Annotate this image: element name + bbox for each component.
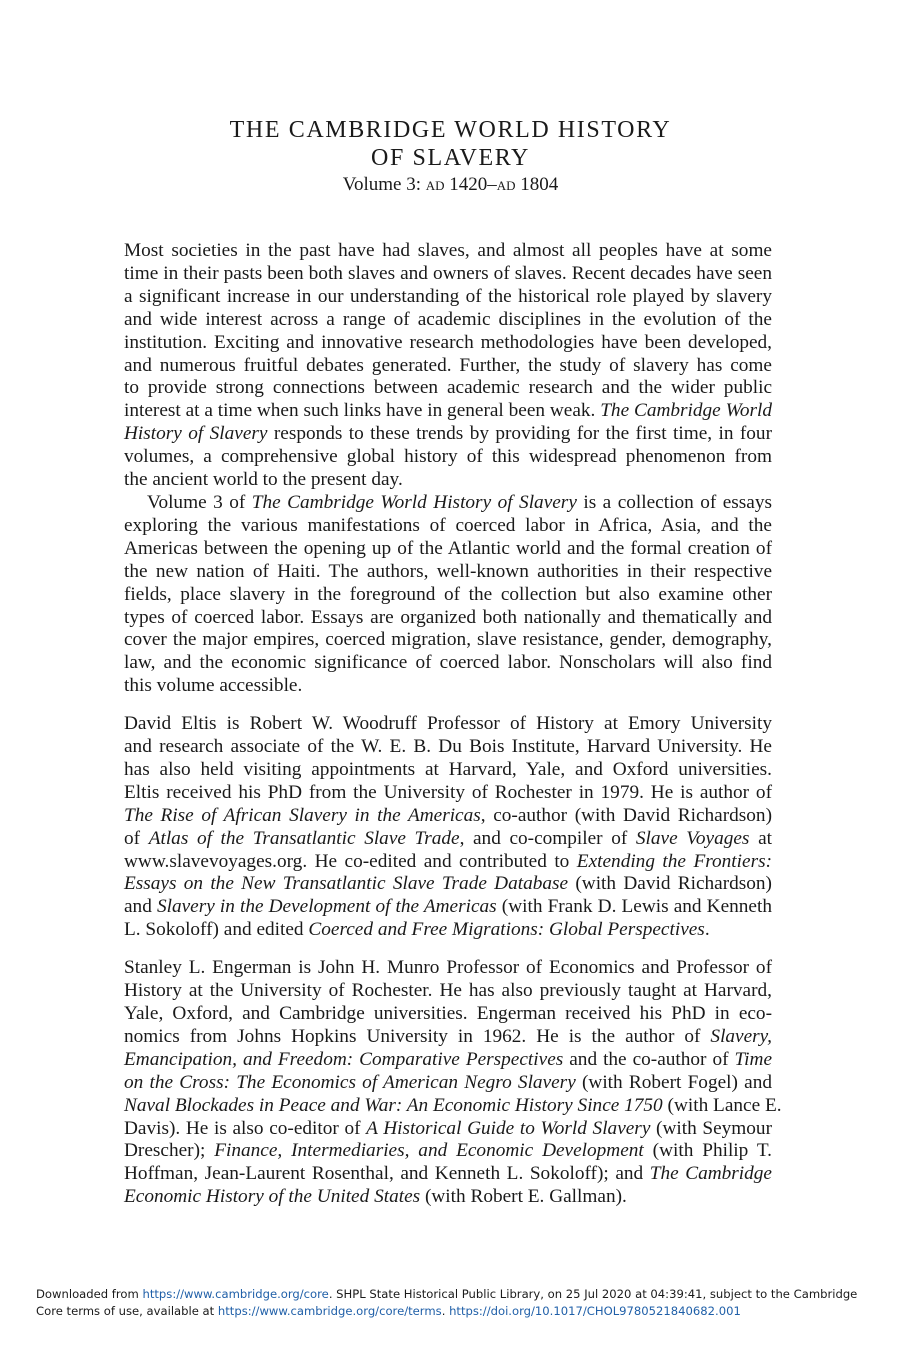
book-title-ref: Emancipation, and Freedom: Comparative Perspectives — [124, 1048, 564, 1070]
text-run: responds to these trends by providing for the first time, in four — [267, 423, 772, 445]
doi-link[interactable]: https://doi.org/10.1017/CHOL9780521840682.001 — [449, 1304, 741, 1318]
text-run: Hoffman, Jean-Laurent Rosenthal, and Kenneth L. Sokoloff); and — [124, 1163, 650, 1185]
book-title-ref: Economic History of the United States — [124, 1186, 421, 1208]
text-line — [124, 873, 772, 896]
book-title-ref: The Cambridge World History of Slavery — [251, 491, 577, 513]
book-title-ref: The Cambridge World — [600, 400, 773, 422]
book-title-line2: OF SLAVERY — [371, 145, 530, 171]
book-title-ref: A Historical Guide to World Slavery — [366, 1117, 651, 1139]
text-line: History at the University of Rochester. He has also previously taught at Harvard, — [124, 980, 772, 1002]
eltis-bio — [124, 713, 772, 942]
main-text — [124, 240, 782, 1209]
volume-subtitle — [0, 173, 901, 197]
footer-line2-prefix: Core terms of use, available at — [36, 1304, 218, 1318]
text-run: . — [704, 919, 710, 941]
text-line: Most societies in the past have had slaves, and almost all peoples have at some — [124, 240, 772, 261]
text-line — [124, 805, 772, 828]
footer-prefix: Downloaded from — [36, 1287, 143, 1301]
text-run: Drescher); — [124, 1140, 215, 1162]
text-line: this volume accessible. — [124, 675, 303, 697]
book-title-ref: Slave Voyages — [635, 827, 750, 849]
text-line: Eltis received his PhD from the University of Rochester in 1979. He is author of — [124, 781, 772, 803]
engerman-bio — [124, 957, 782, 1209]
text-run: and the co-author of — [563, 1048, 735, 1070]
download-footer — [36, 1286, 876, 1320]
description-paragraph-1 — [124, 240, 772, 492]
book-title-ref: Time — [734, 1048, 772, 1070]
text-run: L. Sokoloff) and edited — [124, 919, 309, 941]
text-line — [124, 1163, 772, 1186]
book-title-ref: Slavery in the Development of the Americas — [156, 896, 497, 918]
text-run: Volume 3 of — [147, 491, 252, 513]
footer-separator: . — [441, 1304, 450, 1318]
text-line: exploring the various manifestations of coerced labor in Africa, Asia, and the — [124, 514, 772, 536]
text-line — [124, 1140, 772, 1163]
book-title-ref: on the Cross: The Economics of American Negro Slavery — [124, 1071, 576, 1093]
text-line: institution. Exciting and innovative research methodologies have been developed, — [124, 331, 772, 353]
text-line: Stanley L. Engerman is John H. Munro Professor of Economics and Professor of — [124, 957, 772, 979]
volume-prefix: Volume 3: — [342, 174, 426, 195]
text-run: (with Seymour — [650, 1117, 772, 1139]
text-line — [124, 828, 772, 851]
book-title-ref: History of Slavery — [124, 423, 268, 445]
terms-link[interactable]: https://www.cambridge.org/core/terms — [217, 1304, 442, 1318]
book-title-ref: The Cambridge — [649, 1163, 772, 1185]
text-line: volumes, a comprehensive global history of this widespread phenomenon from — [124, 446, 772, 468]
text-line — [124, 851, 772, 874]
text-line: to provide strong connections between academic research and the wider public — [124, 377, 772, 399]
text-run: (with Robert E. Gallman). — [420, 1186, 627, 1208]
text-run: interest at a time when such links have in general been weak. — [124, 400, 601, 422]
text-line: fields, place slavery in the foreground of the collection but also examine other — [124, 583, 772, 605]
cambridge-core-link[interactable]: https://www.cambridge.org/core — [142, 1287, 329, 1301]
text-run: (with Robert Fogel) and — [575, 1071, 772, 1093]
text-run: at — [749, 827, 772, 849]
text-line: Yale, Oxford, and Cambridge universities. Engerman received his PhD in eco- — [124, 1003, 772, 1024]
text-line — [124, 1049, 772, 1072]
text-line: law, and the economic significance of coerced labor. Nonscholars will also find — [124, 652, 772, 674]
text-line: time in their pasts been both slaves and owners of slaves. Recent decades have seen — [124, 262, 772, 284]
text-line: and research associate of the W. E. B. Du Bois Institute, Harvard University. He — [124, 736, 772, 758]
text-run: www.slavevoyages.org. He co-edited and contributed to — [124, 850, 577, 872]
text-line: a significant increase in our understanding of the historical role played by slavery — [124, 285, 772, 307]
book-title-ref: Coerced and Free Migrations: Global Perspectives — [308, 919, 705, 941]
book-title-ref: Naval Blockades in Peace and War: An Economic History Since 1750 — [124, 1094, 663, 1116]
footer-middle: . SHPL State Historical Public Library, on 25 Jul 2020 at 04:39:41, subject to the Cambridge — [328, 1287, 858, 1301]
text-line: and wide interest across a range of academic disciplines in the evolution of the — [124, 308, 772, 330]
volume-dates: ad 1420–ad 1804 — [425, 174, 559, 195]
text-run: is a collection of essays — [576, 491, 772, 513]
text-line — [124, 1072, 772, 1095]
book-title-ref: Finance, Intermediaries, and Economic Development — [214, 1140, 644, 1162]
text-run: nomics from Johns Hopkins University in 1962. He is the author of — [124, 1025, 711, 1047]
text-run: and — [124, 896, 157, 918]
book-title-ref: The Rise of African Slavery in the Americas — [124, 804, 481, 826]
text-line: types of coerced labor. Essays are organized both nationally and thematically and — [124, 606, 772, 628]
book-title — [0, 116, 901, 172]
text-line — [124, 1026, 772, 1049]
book-title-ref: Extending the Frontiers: — [576, 850, 772, 872]
text-line — [124, 1186, 772, 1209]
book-title-ref: Essays on the New Transatlantic Slave Trade Database — [124, 873, 569, 895]
text-line: Americas between the opening up of the Atlantic world and the formal creation of — [124, 537, 772, 559]
text-line: David Eltis is Robert W. Woodruff Professor of History at Emory University — [124, 713, 772, 735]
text-run: (with Lance E. — [662, 1094, 782, 1116]
text-line — [124, 919, 772, 942]
text-line: cover the major empires, coerced migration, slave resistance, gender, demography, — [124, 629, 772, 651]
text-run: (with Frank D. Lewis and Kenneth — [496, 896, 772, 918]
text-line — [124, 492, 772, 515]
text-line — [124, 1118, 772, 1141]
text-run: Davis). He is also co-editor of — [124, 1117, 367, 1139]
text-run: (with Philip T. — [643, 1140, 772, 1162]
text-run: (with David Richardson) — [568, 873, 772, 895]
description-paragraph-2 — [124, 492, 772, 698]
text-line: has also held visiting appointments at Harvard, Yale, and Oxford universities. — [124, 758, 772, 780]
text-line — [124, 896, 772, 919]
text-run: of — [124, 827, 149, 849]
text-run: , and co-compiler of — [459, 827, 636, 849]
text-line: the new nation of Haiti. The authors, well-known authorities in their respective — [124, 560, 772, 582]
text-run: , co-author (with David Richardson) — [480, 804, 772, 826]
text-line: and numerous fruitful debates generated. Further, the study of slavery has come — [124, 354, 772, 376]
text-line — [124, 400, 772, 423]
text-line: the ancient world to the present day. — [124, 469, 403, 491]
book-title-ref: Atlas of the Transatlantic Slave Trade — [148, 827, 460, 849]
book-title-line1: THE CAMBRIDGE WORLD HISTORY — [229, 117, 672, 143]
text-line — [124, 423, 772, 446]
text-line — [124, 1094, 782, 1118]
book-title-ref: Slavery, — [710, 1025, 772, 1047]
